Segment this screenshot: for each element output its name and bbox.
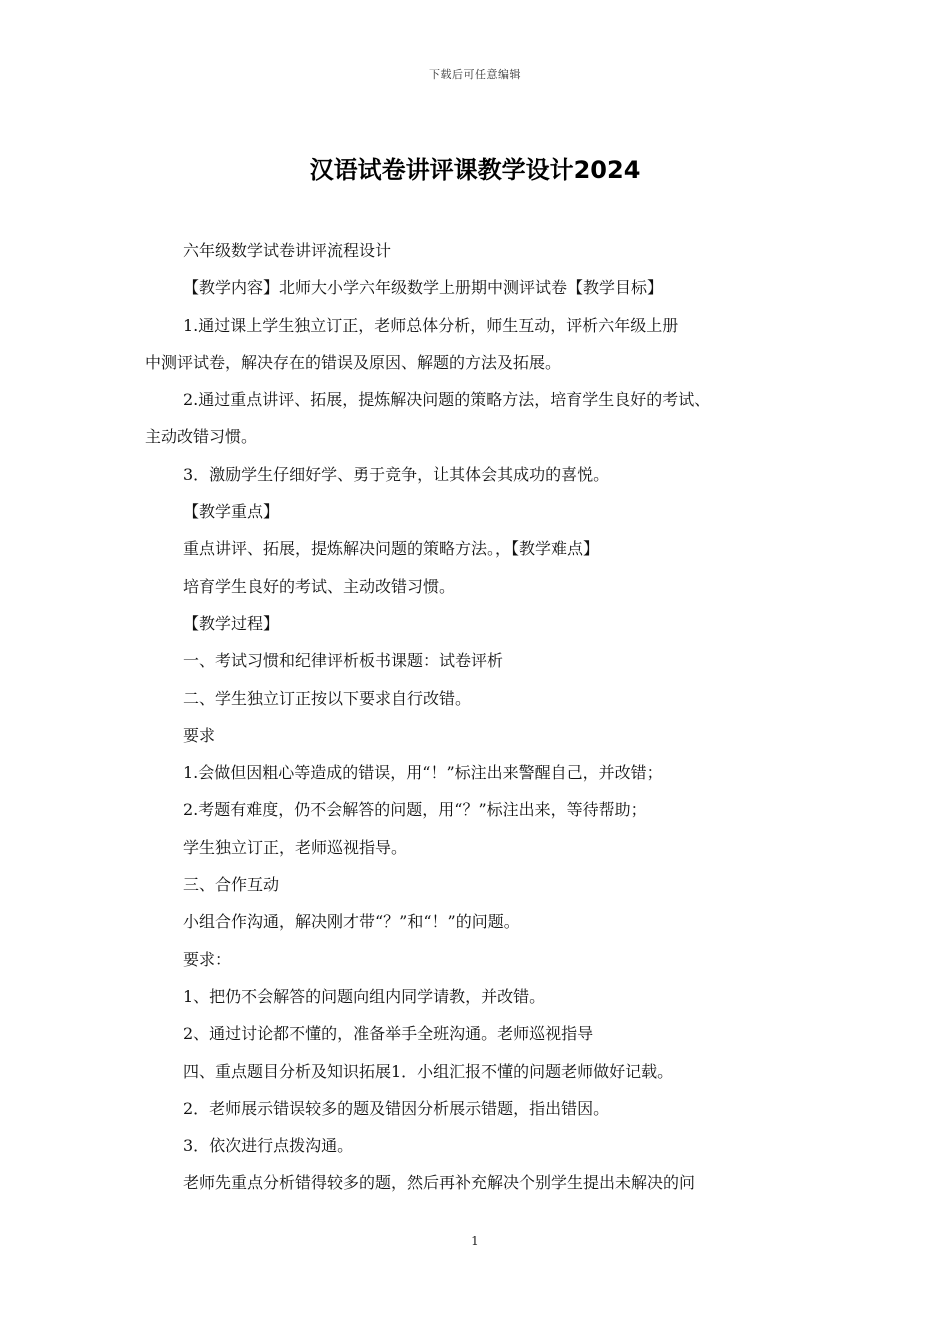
paragraph-line: 3．依次进行点拨沟通。 bbox=[183, 1136, 354, 1156]
section-heading: 【教学过程】 bbox=[183, 613, 280, 633]
paragraph-line: 2.通过重点讲评、拓展，提炼解决问题的策略方法，培育学生良好的考试、 bbox=[183, 390, 711, 410]
paragraph-line: 老师先重点分析错得较多的题，然后再补充解决个别学生提出未解决的问 bbox=[183, 1173, 696, 1193]
header-note: 下载后可任意编辑 bbox=[429, 68, 521, 81]
paragraph-line: 小组合作沟通，解决刚才带“？”和“！”的问题。 bbox=[183, 912, 520, 932]
paragraph-line: 1.会做但因粗心等造成的错误，用“！”标注出来警醒自己，并改错； bbox=[183, 763, 663, 783]
paragraph-line: 二、学生独立订正按以下要求自行改错。 bbox=[183, 688, 472, 708]
paragraph-line: 2.考题有难度，仍不会解答的问题，用“？”标注出来，等待帮助； bbox=[183, 800, 647, 820]
paragraph-line: 要求： bbox=[183, 949, 232, 969]
paragraph-line: 重点讲评、拓展，提炼解决问题的策略方法。，【教学难点】 bbox=[183, 539, 600, 559]
paragraph-line: 培育学生良好的考试、主动改错习惯。 bbox=[183, 576, 456, 596]
paragraph-line: 1、把仍不会解答的问题向组内同学请教，并改错。 bbox=[183, 986, 546, 1006]
document-body bbox=[145, 232, 825, 1202]
paragraph-line: 【教学内容】北师大小学六年级数学上册期中测评试卷【教学目标】 bbox=[183, 278, 664, 298]
paragraph-line: 2．老师展示错误较多的题及错因分析展示错题，指出错因。 bbox=[183, 1098, 610, 1118]
paragraph-line: 学生独立订正，老师巡视指导。 bbox=[183, 837, 408, 857]
paragraph-line: 一、考试习惯和纪律评析板书课题：试卷评析 bbox=[183, 651, 504, 671]
paragraph-line: 1.通过课上学生独立订正，老师总体分析，师生互动，评析六年级上册 bbox=[183, 315, 679, 335]
paragraph-line: 2、通过讨论都不懂的，准备举手全班沟通。老师巡视指导 bbox=[183, 1024, 594, 1044]
paragraph-line: 三、合作互动 bbox=[183, 875, 280, 895]
paragraph-line: 六年级数学试卷讲评流程设计 bbox=[183, 241, 392, 260]
section-heading: 【教学重点】 bbox=[183, 502, 280, 522]
paragraph-line: 四、重点题目分析及知识拓展1．小组汇报不懂的问题老师做好记载。 bbox=[183, 1061, 674, 1081]
document-title: 汉语试卷讲评课教学设计2024 bbox=[309, 156, 641, 184]
page-number: 1 bbox=[471, 1234, 479, 1248]
paragraph-line: 要求 bbox=[183, 725, 216, 745]
paragraph-line: 3．激励学生仔细好学、勇于竞争，让其体会其成功的喜悦。 bbox=[183, 464, 610, 484]
paragraph-line: 主动改错习惯。 bbox=[145, 427, 258, 447]
paragraph-line: 中测评试卷，解决存在的错误及原因、解题的方法及拓展。 bbox=[145, 352, 562, 372]
